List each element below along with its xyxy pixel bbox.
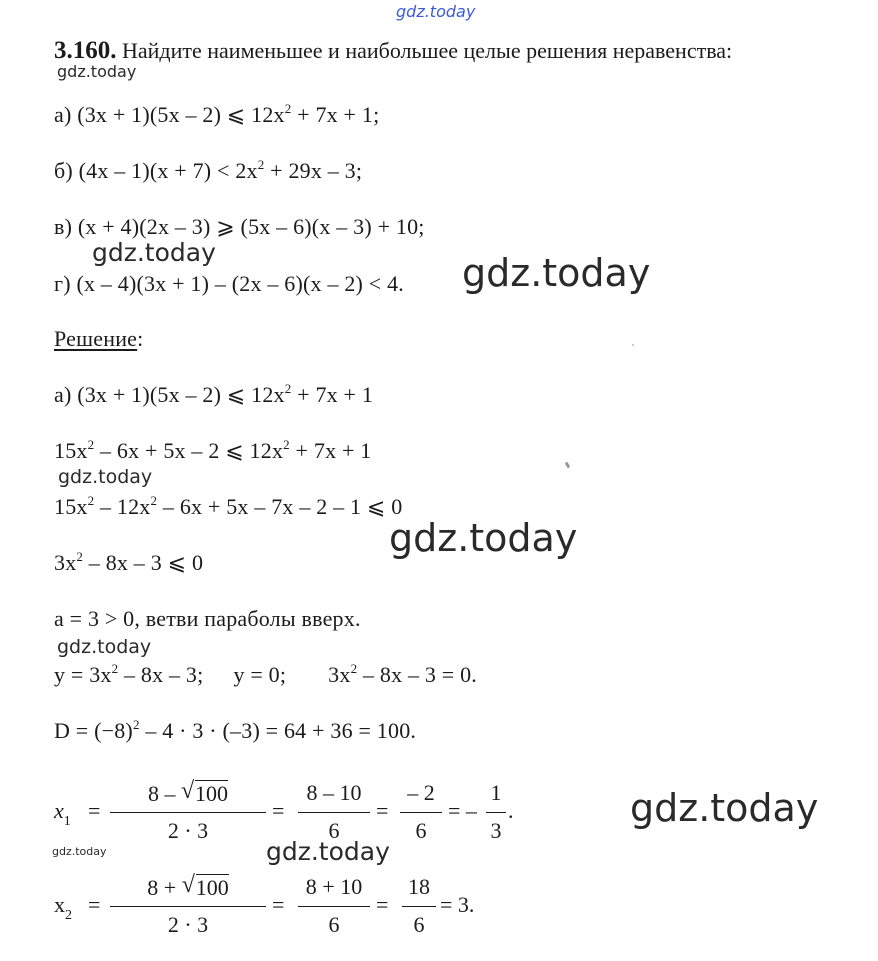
solution-line-5: a = 3 > 0, ветви параболы вверх. [54, 606, 361, 631]
x2-var: $x_2$ [54, 892, 72, 923]
x1-var: $x_1$ [54, 798, 71, 829]
problem-number: 3.160. [54, 37, 117, 64]
watermark: gdz.today [57, 636, 152, 658]
x2-eq-2: = [272, 892, 285, 917]
watermark: gdz.today [52, 845, 107, 858]
task-c: в) (x + 4)(2x – 3) ⩾ (5x – 6)(x – 3) + 10; [54, 214, 425, 239]
solution-heading: Решение: [54, 326, 144, 351]
scan-speck [565, 462, 571, 469]
x2-eq: = [88, 892, 101, 917]
solution-line-6: $y = 3x^2 - 8x - 3$; y = 0; $3x^2 - 8x - 3 = 0$. [54, 661, 477, 687]
solution-line-7: $D = (-8)^2 - 4 \cdot 3 \cdot (-3) = 64 + 36 = 100$. [54, 717, 417, 743]
x1-eq: = [88, 798, 101, 823]
x1-sign: = – [448, 798, 477, 823]
formula-x1 [54, 778, 514, 850]
x1-fraction-4: 1 3 [486, 780, 506, 850]
solution-line-4: $3x^2 - 8x - 3$ ⩽ 0 [54, 549, 204, 575]
solution-line-3: $15x^2 - 12x^2 - 6x + 5x - 7x - 2 - 1$ ⩽ 0 [54, 493, 403, 519]
x2-fraction-2: 8 + 10 6 [298, 874, 370, 944]
x1-fraction-1: 8 – √ 100 2 · 3 [110, 780, 266, 850]
watermark: gdz.today [58, 466, 153, 488]
scan-speck [632, 344, 634, 346]
task-a: а) (3x + 1)(5x – 2) ⩽ $12x^2 + 7x + 1$; [54, 101, 380, 127]
solution-line-2: $15x^2 - 6x + 5x - 2$ ⩽ $12x^2 + 7x + 1$ [54, 437, 372, 463]
problem-statement [54, 36, 732, 66]
task-d: г) (x – 4)(3x + 1) – (2x – 6)(x – 2) < 4. [54, 271, 404, 296]
x1-fraction-2: 8 – 10 6 [298, 780, 370, 850]
x1-eq-3: = [376, 798, 389, 823]
watermark: gdz.today [57, 62, 137, 81]
problem-text: Найдите наименьшее и наибольшее целые решения неравенства: [122, 38, 733, 63]
x2-fraction-1: 8 + √ 100 2 · 3 [110, 874, 266, 944]
x2-tail: = 3. [440, 892, 475, 917]
watermark: gdz.today [92, 238, 216, 267]
watermark: gdz.today [630, 786, 819, 830]
x1-fraction-3: – 2 6 [400, 780, 442, 850]
x2-eq-3: = [376, 892, 389, 917]
watermark: gdz.today [462, 251, 651, 295]
watermark: gdz.today [266, 837, 390, 866]
solution-line-1: а) (3x + 1)(5x – 2) ⩽ $12x^2 + 7x + 1$ [54, 381, 374, 407]
task-b: б) $(4x - 1)(x + 7) < 2x^2 + 29x - 3$; [54, 157, 363, 183]
x1-end: . [508, 798, 514, 823]
formula-x2 [54, 872, 475, 944]
x2-fraction-3: 18 6 [402, 874, 436, 944]
x1-eq-2: = [272, 798, 285, 823]
watermark: gdz.today [389, 516, 578, 560]
watermark-top: gdz.today [396, 2, 476, 21]
